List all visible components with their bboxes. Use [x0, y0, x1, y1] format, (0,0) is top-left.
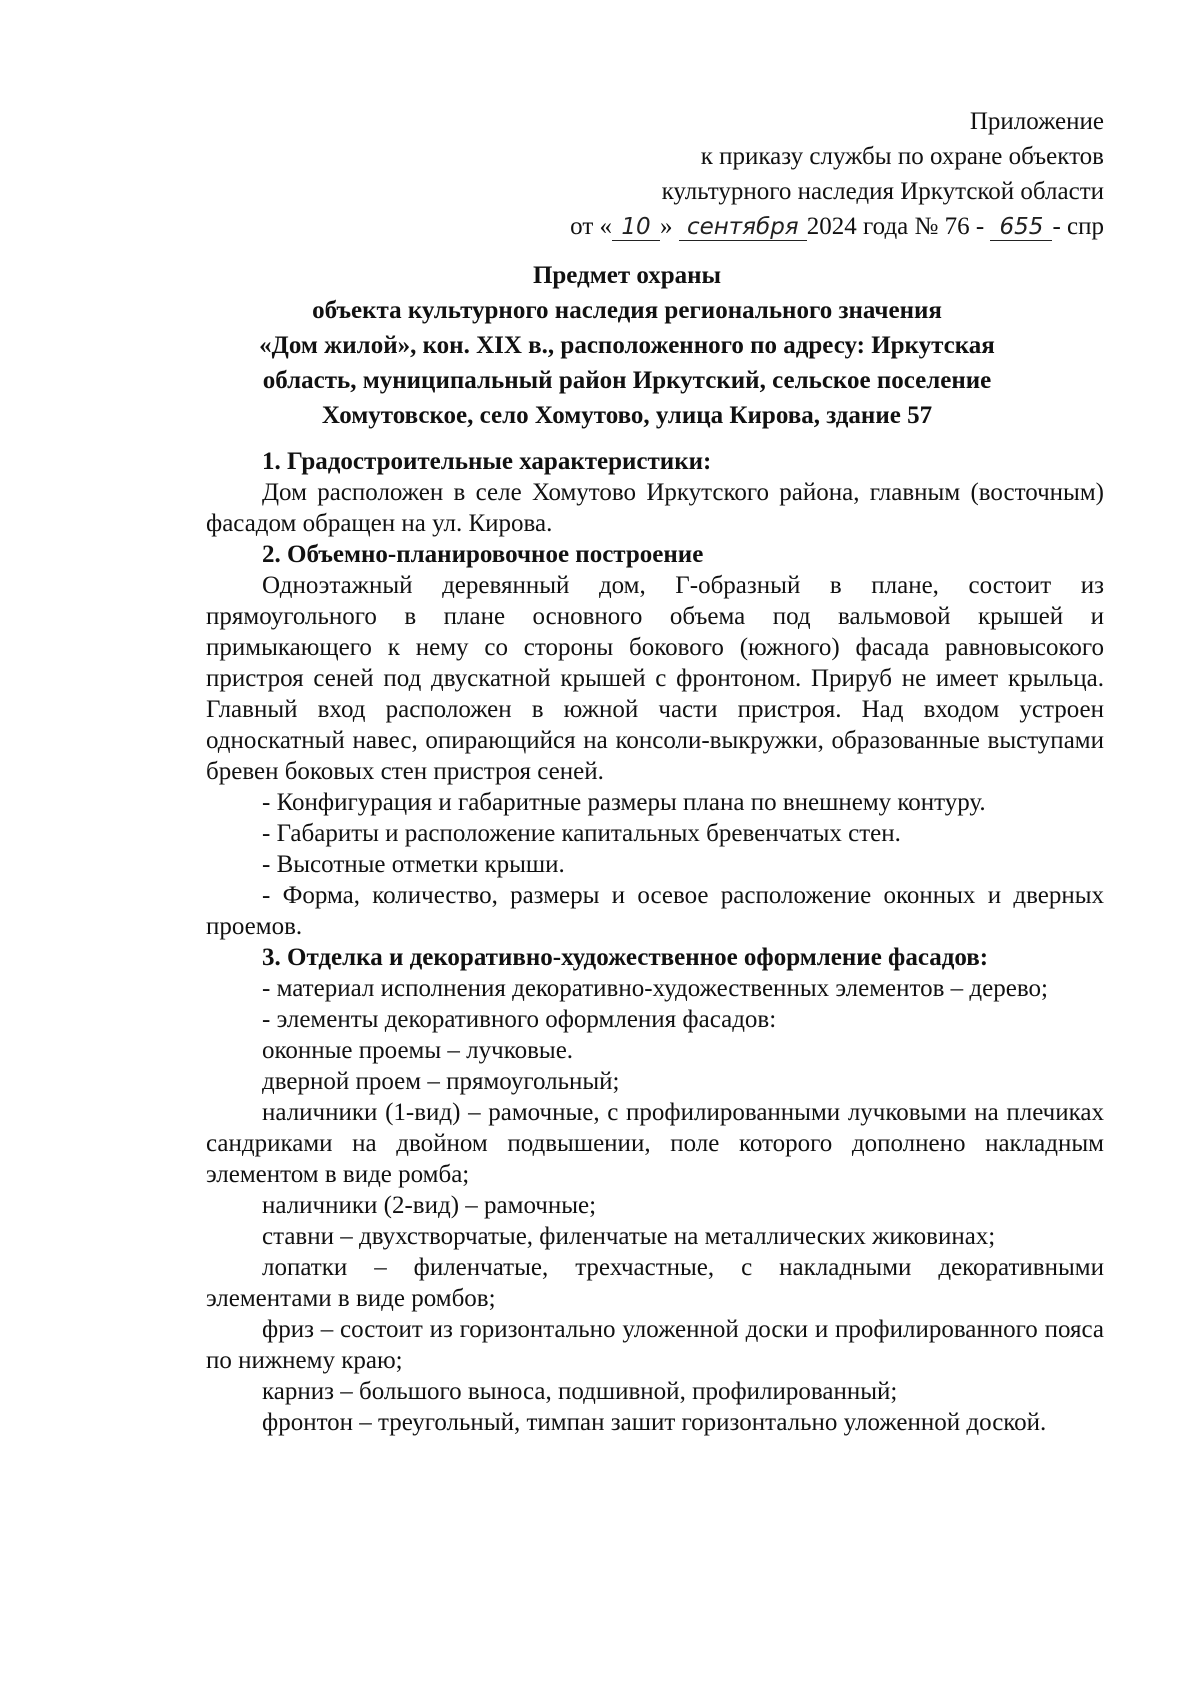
- section-3-item: - элементы декоративного оформления фасадов:: [262, 1006, 777, 1033]
- section-2-heading: 2. Объемно-планировочное построение: [262, 541, 704, 568]
- annex-date-line: [570, 209, 1104, 244]
- section-2-text: Одноэтажный деревянный дом, Г-образный в плане, состоит из прямоугольного в плане основного объема под вальмовой крышей и примыкающего к нему со стороны бокового (южного) фасада равновысокого пристроя сеней под двускатной крышей с фронтоном. Прируб не имеет крыльца. Главный вход расположен в южной части пристроя. Над входом устроен односкатный навес, опирающийся на консоли-выкружки, образованные выступами бревен боковых стен пристроя сеней.: [206, 572, 1104, 785]
- section-2-item: - Конфигурация и габаритные размеры плана по внешнему контуру.: [262, 789, 986, 816]
- title-line-4: область, муниципальный район Иркутский, сельское поселение: [262, 367, 992, 394]
- section-3-item: карниз – большого выноса, подшивной, профилированный;: [262, 1378, 898, 1405]
- section-3-item: оконные проемы – лучковые.: [262, 1037, 574, 1064]
- title-line-2: объекта культурного наследия регионального значения: [312, 297, 942, 324]
- section-2-item: - Форма, количество, размеры и осевое расположение оконных и дверных проемов.: [206, 882, 1104, 940]
- section-3-item: - материал исполнения декоративно-художественных элементов – дерево;: [262, 975, 1048, 1002]
- section-3-item: фронтон – треугольный, тимпан зашит горизонтально уложенной доской.: [262, 1409, 1047, 1436]
- section-1-text: Дом расположен в селе Хомутово Иркутского района, главным (восточным) фасадом обращен на ул. Кирова.: [206, 479, 1104, 537]
- title-line-3: «Дом жилой», кон. XIX в., расположенного по адресу: Иркутская: [259, 332, 995, 359]
- date-prefix: от «: [570, 213, 613, 240]
- handwritten-month: сентября: [679, 214, 807, 241]
- section-3-item: наличники (1-вид) – рамочные, с профилированными лучковыми на плечиках сандриками на двойном подвышении, поле которого дополнено накладным элементом в виде ромба;: [206, 1099, 1104, 1188]
- year-text: 2024 года № 76 -: [806, 213, 985, 240]
- section-1-heading: 1. Градостроительные характеристики:: [262, 448, 712, 475]
- title-line-1: Предмет охраны: [532, 262, 722, 289]
- section-2-item: - Высотные отметки крыши.: [262, 851, 565, 878]
- title-line-5: Хомутовское, село Хомутово, улица Кирова, здание 57: [321, 402, 933, 429]
- section-3-item: лопатки – филенчатые, трехчастные, с накладными декоративными элементами в виде ромбов;: [206, 1254, 1104, 1312]
- annex-line-2: к приказу службы по охране объектов: [700, 143, 1104, 170]
- section-3-item: дверной проем – прямоугольный;: [262, 1068, 620, 1095]
- section-3-item: наличники (2-вид) – рамочные;: [262, 1192, 597, 1219]
- section-2-item: - Габариты и расположение капитальных бревенчатых стен.: [262, 820, 901, 847]
- annex-header: [570, 104, 1104, 244]
- section-3-item: фриз – состоит из горизонтально уложенной доски и профилированного пояса по нижнему краю;: [206, 1316, 1104, 1374]
- annex-line-3: культурного наследия Иркутской области: [661, 178, 1104, 205]
- document-title: [150, 258, 1104, 433]
- number-suffix: - спр: [1052, 213, 1104, 240]
- date-mid: »: [660, 213, 673, 240]
- handwritten-day: 10: [612, 214, 660, 241]
- handwritten-number: 655: [990, 214, 1052, 241]
- annex-line-1: Приложение: [969, 108, 1104, 135]
- document-body: [206, 446, 1104, 1438]
- section-3-item: ставни – двухстворчатые, филенчатые на металлических жиковинах;: [262, 1223, 996, 1250]
- section-3-heading: 3. Отделка и декоративно-художественное оформление фасадов:: [262, 944, 989, 971]
